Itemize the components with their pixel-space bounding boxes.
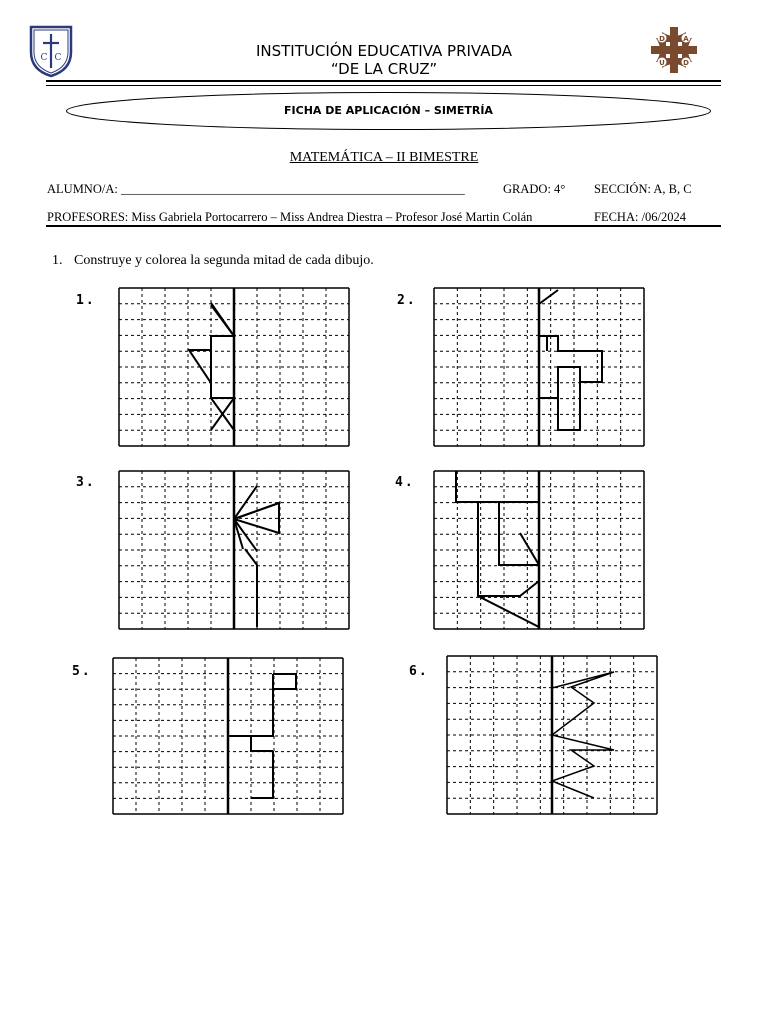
- section-label: SECCIÓN: A, B, C: [594, 182, 692, 196]
- header-divider-thin: [46, 85, 721, 86]
- symmetry-grid-4[interactable]: [434, 471, 644, 629]
- figure-label-5: 5.: [72, 664, 92, 679]
- svg-text:U: U: [659, 59, 665, 67]
- symmetry-grid-2[interactable]: [434, 288, 644, 446]
- symmetry-grid-1[interactable]: [119, 288, 349, 446]
- figure-label-4: 4.: [395, 475, 415, 490]
- teachers-label: PROFESORES: Miss Gabriela Portocarrero – Miss Andrea Diestra – Profesor José Martin Colán: [47, 210, 533, 224]
- svg-text:D: D: [659, 35, 665, 43]
- figure-label-2: 2.: [397, 293, 417, 308]
- symmetry-grid-3[interactable]: [119, 471, 349, 629]
- date-field[interactable]: FECHA: /06/2024: [594, 210, 687, 224]
- symmetry-grid-6[interactable]: [447, 656, 657, 814]
- svg-text:A: A: [683, 35, 689, 43]
- grade-label: GRADO: 4°: [503, 182, 566, 196]
- svg-text:C: C: [54, 53, 62, 63]
- school-name: [0, 42, 768, 78]
- school-name-line1: INSTITUCIÓN EDUCATIVA PRIVADA: [255, 42, 513, 60]
- symmetry-grid-5[interactable]: [113, 658, 343, 814]
- info-divider: [46, 225, 721, 227]
- figure-label-1: 1.: [76, 293, 96, 308]
- question-number: 1.: [52, 253, 63, 268]
- school-name-line2: “DE LA CRUZ”: [330, 60, 438, 78]
- question-text: Construye y colorea la segunda mitad de cada dibujo.: [74, 253, 374, 268]
- svg-text:D: D: [683, 59, 689, 67]
- svg-text:C: C: [40, 53, 48, 63]
- worksheet-title: FICHA DE APLICACIÓN – SIMETRÍA: [284, 104, 493, 117]
- figure-label-3: 3.: [76, 475, 96, 490]
- subject-heading: MATEMÁTICA – II BIMESTRE: [289, 150, 479, 165]
- student-name-field[interactable]: ALUMNO/A: _______________________________________________________: [47, 182, 465, 196]
- figure-label-6: 6.: [409, 664, 429, 679]
- header-divider-top: [46, 80, 721, 82]
